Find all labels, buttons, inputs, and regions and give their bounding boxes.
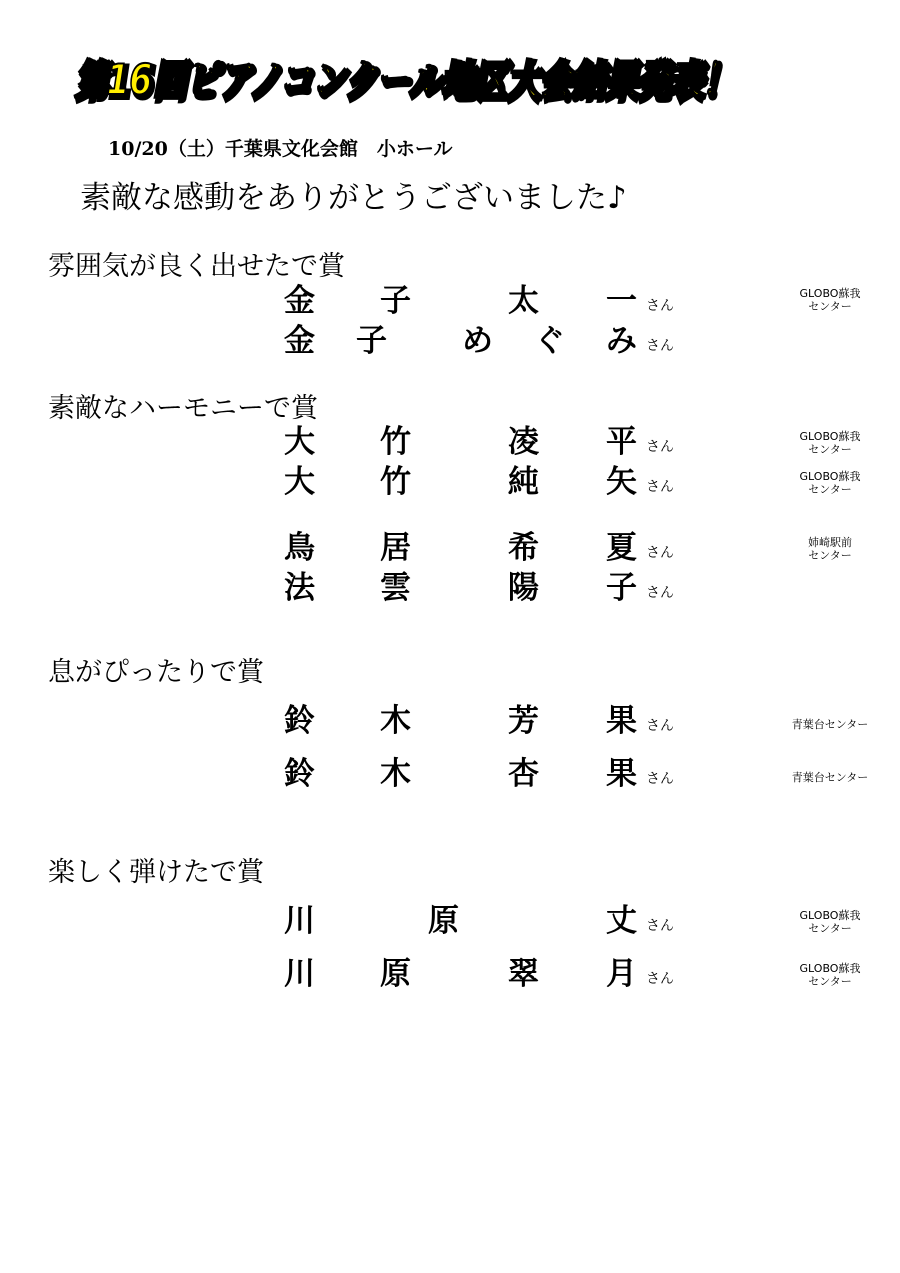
honorific: さん (646, 971, 674, 987)
winner-entry (0, 570, 900, 610)
center-name: GLOBO蘇我 センター (799, 287, 861, 313)
name-char: 木 (380, 756, 411, 792)
name-char: 夏 (606, 530, 637, 566)
award-heading: 息がぴったりで賞 (48, 657, 264, 688)
name-char: 丈 (606, 903, 637, 939)
winner-name (284, 956, 644, 996)
winner-name (284, 530, 644, 570)
name-char: 純 (508, 464, 539, 500)
award-heading: 素敵なハーモニーで賞 (48, 393, 318, 424)
name-char: 子 (606, 570, 637, 606)
name-char: 川 (284, 903, 315, 939)
page-title: 第16回ピアノコンクール地区大会結果発表！ (74, 55, 734, 104)
name-char: 果 (606, 703, 637, 739)
award-heading: 雰囲気が良く出せたで賞 (48, 251, 345, 282)
winner-entry (0, 323, 900, 363)
winner-entry (0, 464, 900, 504)
name-char: 居 (380, 530, 411, 566)
name-char: 木 (380, 703, 411, 739)
name-char: 竹 (380, 424, 411, 460)
name-char: 雲 (380, 570, 411, 606)
name-char: 原 (380, 956, 411, 992)
greeting-message: 素敵な感動をありがとうございました♪ (80, 180, 627, 216)
winner-name (284, 323, 644, 363)
winner-entry (0, 703, 900, 743)
name-char: 大 (284, 464, 315, 500)
page-title-shadow: 第16回ピアノコンクール地区大会結果発表！ (77, 58, 737, 107)
honorific: さん (646, 545, 674, 561)
name-char: ぐ (534, 323, 565, 359)
name-char: 鈴 (284, 703, 315, 739)
center-name: 青葉台センター (791, 718, 869, 731)
winner-name (284, 464, 644, 504)
name-char: 凌 (508, 424, 539, 460)
event-date-venue: 10/20（土）千葉県文化会館 小ホール (108, 138, 453, 160)
center-name: GLOBO蘇我 センター (799, 430, 861, 456)
name-char: 原 (428, 903, 459, 939)
name-char: 金 (284, 323, 315, 359)
name-char: 果 (606, 756, 637, 792)
honorific: さん (646, 918, 674, 934)
winner-entry (0, 424, 900, 464)
honorific: さん (646, 338, 674, 354)
honorific: さん (646, 718, 674, 734)
honorific: さん (646, 479, 674, 495)
honorific: さん (646, 298, 674, 314)
name-char: 平 (606, 424, 637, 460)
name-char: 大 (284, 424, 315, 460)
name-char: 竹 (380, 464, 411, 500)
name-char: 希 (508, 530, 539, 566)
winner-entry (0, 756, 900, 796)
winner-entry (0, 956, 900, 996)
winner-name (284, 756, 644, 796)
center-name: GLOBO蘇我 センター (799, 909, 861, 935)
name-char: 川 (284, 956, 315, 992)
name-char: 金 (284, 283, 315, 319)
name-char: 矢 (606, 464, 637, 500)
center-name: GLOBO蘇我 センター (799, 962, 861, 988)
name-char: 鈴 (284, 756, 315, 792)
honorific: さん (646, 585, 674, 601)
name-char: 翠 (508, 956, 539, 992)
name-char: 一 (606, 283, 637, 319)
name-char: 陽 (508, 570, 539, 606)
page-title-banner (60, 30, 760, 120)
name-char: 子 (356, 323, 387, 359)
name-char: 法 (284, 570, 315, 606)
winner-name (284, 903, 644, 943)
honorific: さん (646, 771, 674, 787)
winner-entry (0, 530, 900, 570)
winner-name (284, 570, 644, 610)
winner-name (284, 703, 644, 743)
center-name: 姉崎駅前 センター (808, 536, 852, 562)
name-char: 子 (380, 283, 411, 319)
name-char: め (462, 323, 493, 359)
name-char: 杏 (508, 756, 539, 792)
winner-name (284, 283, 644, 323)
name-char: 芳 (508, 703, 539, 739)
winner-name (284, 424, 644, 464)
name-char: 太 (508, 283, 539, 319)
center-name: 青葉台センター (791, 771, 869, 784)
center-name: GLOBO蘇我 センター (799, 470, 861, 496)
honorific: さん (646, 439, 674, 455)
winner-entry (0, 903, 900, 943)
winner-entry (0, 283, 900, 323)
name-char: み (606, 323, 637, 359)
name-char: 月 (606, 956, 637, 992)
name-char: 鳥 (284, 530, 315, 566)
award-heading: 楽しく弾けたで賞 (48, 857, 264, 888)
